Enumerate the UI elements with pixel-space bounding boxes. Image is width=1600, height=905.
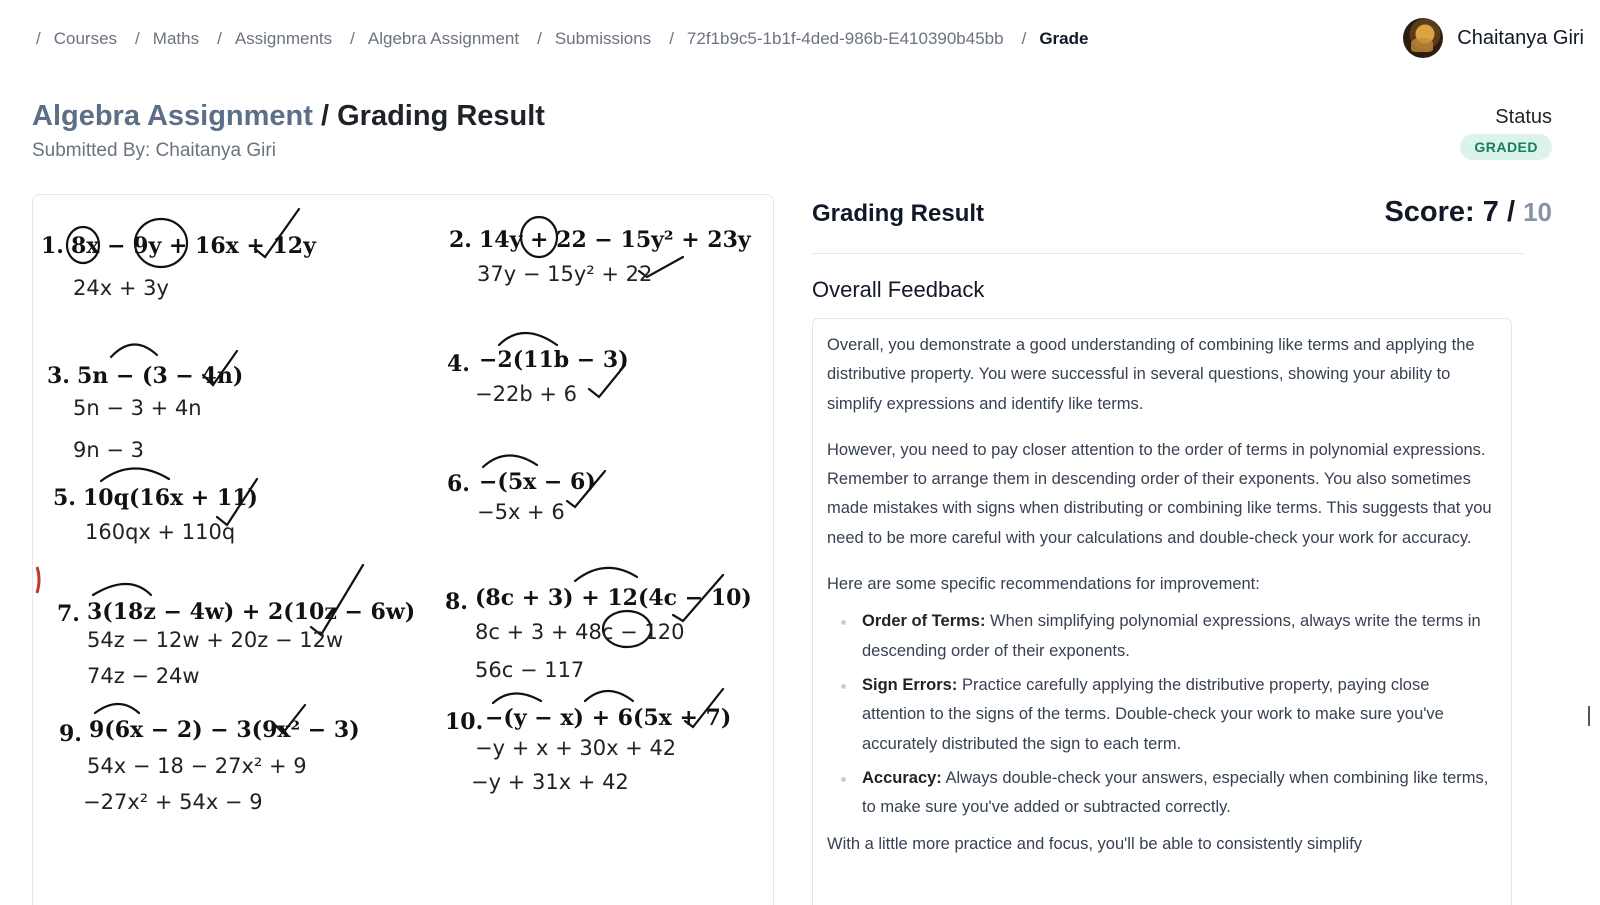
distribute-arc	[493, 693, 541, 703]
work-line: −27x² + 54x − 9	[83, 790, 263, 814]
breadcrumb-assignments[interactable]: Assignments	[234, 29, 333, 48]
problem-number: 10.	[445, 709, 484, 735]
work-line: 8c + 3 + 48c − 120	[475, 620, 685, 644]
problem-9	[59, 704, 360, 814]
problem-1	[41, 209, 317, 300]
problem-number: 6.	[447, 471, 470, 497]
problem-10	[445, 689, 731, 794]
problem-8	[445, 568, 752, 682]
problem-4	[447, 333, 629, 406]
problem-expression: 8x − 9y + 16x + 12y	[71, 233, 316, 259]
score	[1384, 196, 1552, 229]
work-line: 54x − 18 − 27x² + 9	[87, 754, 307, 778]
problem-2	[449, 217, 752, 286]
problem-expression: 5n − (3 − 4n)	[77, 363, 244, 389]
problem-expression: (8c + 3) + 12(4c − 10)	[475, 585, 752, 611]
distribute-arc	[95, 704, 139, 713]
breadcrumb-current: Grade	[1039, 29, 1089, 48]
divider	[812, 253, 1524, 254]
recommendation-item	[827, 764, 1497, 823]
problem-number: 9.	[59, 721, 82, 747]
work-line: 74z − 24w	[87, 664, 200, 688]
problem-number: 7.	[57, 601, 80, 627]
breadcrumb-separator: /	[350, 29, 355, 48]
recommendation-item	[827, 607, 1497, 666]
avatar	[1403, 18, 1443, 58]
work-line: −y + x + 30x + 42	[475, 736, 677, 760]
red-mark	[37, 567, 39, 593]
feedback-paragraph: Here are some specific recommendations for improvement:	[827, 575, 1260, 594]
worksheet-svg	[33, 195, 774, 905]
breadcrumb-separator: /	[135, 29, 140, 48]
problem-number: 5.	[53, 485, 76, 511]
status-badge: GRADED	[1460, 134, 1552, 160]
problem-expression: 14y + 22 − 15y² + 23y	[479, 227, 751, 253]
breadcrumb	[36, 28, 1106, 50]
problem-6	[447, 455, 605, 524]
problem-7	[57, 565, 415, 688]
breadcrumb-submissions[interactable]: Submissions	[554, 29, 652, 48]
breadcrumb-submission-id[interactable]: 72f1b9c5-1b1f-4ded-986b-E410390b45bb	[686, 29, 1004, 48]
distribute-arc	[499, 333, 557, 345]
breadcrumb-algebra-assignment[interactable]: Algebra Assignment	[367, 29, 520, 48]
breadcrumb-separator: /	[537, 29, 542, 48]
distribute-arc	[575, 568, 637, 581]
feedback-paragraph: Overall, you demonstrate a good understanding of combining like terms and applying the distributive property. You were successful in several questions, showing your ability to simplify expressions and identify like terms.	[827, 336, 1475, 413]
work-line: 54z − 12w + 20z − 12w	[87, 628, 344, 652]
work-line: −22b + 6	[475, 382, 577, 406]
assignment-link[interactable]: Algebra Assignment	[32, 100, 313, 132]
submitted-by: Submitted By: Chaitanya Giri	[32, 140, 276, 161]
recommendation-text: When simplifying polynomial expressions, always write the terms in descending order of their exponents.	[862, 612, 1481, 660]
problem-expression: −(y − x) + 6(5x + 7)	[485, 705, 732, 731]
work-line: 56c − 117	[475, 658, 585, 682]
breadcrumb-separator: /	[217, 29, 222, 48]
recommendation-text: Always double-check your answers, especially when combining like terms, to make sure you've added or subtracted correctly.	[862, 768, 1489, 817]
distribute-arc	[111, 344, 157, 357]
recommendation-item	[827, 671, 1497, 759]
work-line: 9n − 3	[73, 438, 144, 462]
problem-number: 8.	[445, 589, 468, 615]
mouse-cursor-icon	[1588, 706, 1598, 726]
breadcrumb-maths[interactable]: Maths	[152, 29, 200, 48]
breadcrumb-separator: /	[669, 29, 674, 48]
problem-3	[47, 344, 243, 462]
problem-expression: −(5x − 6)	[479, 469, 596, 495]
distribute-arc	[585, 691, 633, 701]
user-name: Chaitanya Giri	[1457, 26, 1584, 49]
work-line: −5x + 6	[477, 500, 565, 524]
problem-number: 3.	[47, 363, 70, 389]
problem-expression: −2(11b − 3)	[479, 347, 629, 373]
recommendation-label: Accuracy:	[862, 768, 942, 787]
recommendation-list	[827, 607, 1497, 822]
problem-number: 2.	[449, 227, 472, 253]
work-line: 160qx + 110q	[85, 520, 236, 544]
status-label: Status	[1495, 106, 1552, 128]
problem-number: 1.	[41, 233, 64, 259]
submission-image	[32, 194, 774, 905]
work-line: 37y − 15y² + 22	[477, 262, 653, 286]
recommendation-text: Practice carefully applying the distributive property, paying close attention to the signs of the terms. Double-check your work to make sure you've accurately distributed the sign to each term.	[862, 675, 1444, 753]
recommendation-label: Order of Terms:	[862, 612, 986, 631]
recommendation-label: Sign Errors:	[862, 675, 958, 694]
feedback-closing: With a little more practice and focus, you'll be able to consistently simplify	[827, 835, 1363, 854]
user-menu[interactable]	[1403, 18, 1584, 58]
overall-feedback-title: Overall Feedback	[812, 277, 985, 302]
problem-number: 4.	[447, 351, 470, 377]
problem-expression: 9(6x − 2) − 3(9x² − 3)	[89, 717, 360, 743]
grading-result-title: Grading Result	[812, 200, 985, 227]
feedback-paragraph: However, you need to pay closer attention to the order of terms in polynomial expressions. Remember to arrange them in descending order of their exponents. You also sometimes made mistakes with signs when distributing or combining like terms. This suggests that you need to be more careful with your calculations and double-check your work for accuracy.	[827, 440, 1492, 547]
work-line: 24x + 3y	[73, 276, 169, 300]
distribute-arc	[93, 584, 151, 595]
page-title	[32, 100, 545, 133]
work-line: −y + 31x + 42	[471, 770, 629, 794]
work-line: 5n − 3 + 4n	[73, 396, 202, 420]
feedback-box	[812, 318, 1512, 905]
distribute-arc	[483, 455, 537, 467]
problem-expression: 3(18z − 4w) + 2(10z − 6w)	[87, 599, 416, 625]
breadcrumb-courses[interactable]: Courses	[53, 29, 118, 48]
score-total: 10	[1523, 197, 1552, 227]
score-label: Score: 7 /	[1384, 196, 1524, 228]
problem-expression: 10q(16x + 11)	[83, 485, 258, 511]
problem-5	[53, 468, 258, 544]
breadcrumb-separator: /	[1021, 29, 1027, 48]
page-title-suffix: / Grading Result	[312, 100, 545, 132]
breadcrumb-separator: /	[36, 29, 41, 48]
distribute-arc	[101, 468, 169, 481]
